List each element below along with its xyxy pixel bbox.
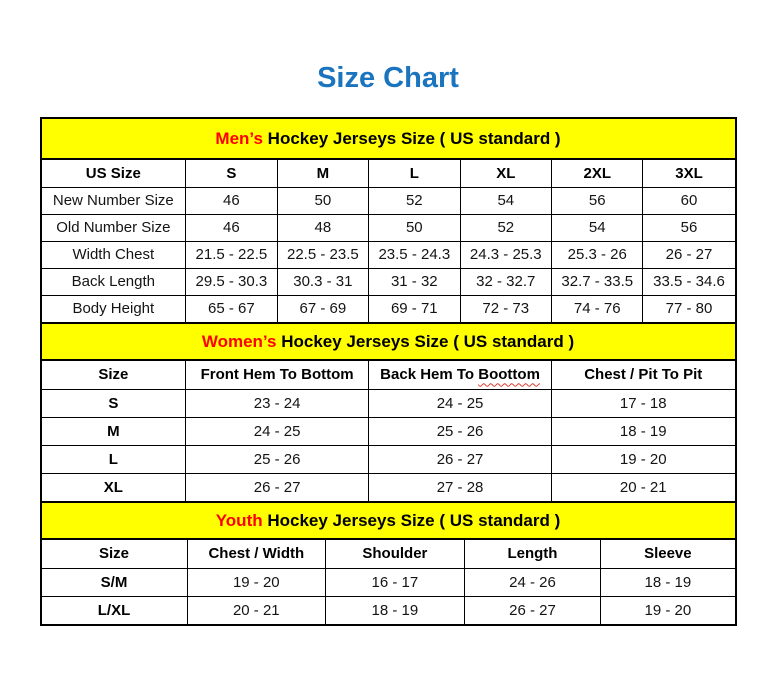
row-label: XL [42,473,186,501]
mens-section-highlight: Men’s [215,129,263,148]
table-row [42,445,735,473]
size-value: 26 - 27 [643,241,735,268]
row-label: New Number Size [42,187,186,214]
size-value: 69 - 71 [369,295,460,322]
size-value: 24 - 26 [464,568,601,596]
size-value: 54 [552,214,643,241]
size-value: 54 [460,187,551,214]
size-value: 25 - 26 [186,445,369,473]
size-value: 26 - 27 [369,445,552,473]
column-header: 2XL [552,160,643,187]
table-row [42,214,735,241]
size-value: 25 - 26 [369,417,552,445]
table-row [42,295,735,322]
size-value: 52 [460,214,551,241]
size-value: 31 - 32 [369,268,460,295]
size-value: 24 - 25 [186,417,369,445]
table-row [42,187,735,214]
size-value: 22.5 - 23.5 [277,241,368,268]
row-label: S/M [42,568,188,596]
table-row [42,568,735,596]
back-hem-misspelled-word: Boottom [478,366,540,384]
mens-section-header [42,119,735,160]
womens-section-header [42,322,735,361]
table-row [42,268,735,295]
size-value: 26 - 27 [464,596,601,624]
column-header: Shoulder [326,540,465,568]
size-value: 32.7 - 33.5 [552,268,643,295]
table-row [42,241,735,268]
size-value: 46 [186,214,277,241]
column-header: 3XL [643,160,735,187]
table-header-row [42,361,735,389]
table-row [42,473,735,501]
row-label: M [42,417,186,445]
size-value: 26 - 27 [186,473,369,501]
size-value: 56 [552,187,643,214]
size-value: 67 - 69 [277,295,368,322]
page-title: Size Chart [317,62,459,94]
size-value: 20 - 21 [187,596,326,624]
size-value: 23 - 24 [186,389,369,417]
column-header: Chest / Pit To Pit [552,361,735,389]
row-label: S [42,389,186,417]
column-header-back-hem [369,361,552,389]
size-value: 60 [643,187,735,214]
column-header: L [369,160,460,187]
youth-section-highlight: Youth [215,511,263,530]
size-chart-page [0,60,776,692]
size-value: 19 - 20 [552,445,735,473]
size-value: 33.5 - 34.6 [643,268,735,295]
table-row [42,417,735,445]
youth-section-header [42,501,735,540]
mens-size-table [42,160,735,322]
size-value: 56 [643,214,735,241]
size-value: 18 - 19 [326,596,465,624]
column-header: Length [464,540,601,568]
size-value: 24.3 - 25.3 [460,241,551,268]
row-label: L [42,445,186,473]
column-header: S [186,160,277,187]
table-row [42,596,735,624]
column-header: XL [460,160,551,187]
row-label: Body Height [42,295,186,322]
size-value: 19 - 20 [187,568,326,596]
row-label: Old Number Size [42,214,186,241]
table-header-row [42,160,735,187]
size-value: 65 - 67 [186,295,277,322]
row-label: Width Chest [42,241,186,268]
mens-section-title-rest: Hockey Jerseys Size ( US standard ) [262,129,561,148]
row-label: L/XL [42,596,188,624]
size-value: 72 - 73 [460,295,551,322]
size-value: 20 - 21 [552,473,735,501]
size-value: 46 [186,187,277,214]
size-value: 29.5 - 30.3 [186,268,277,295]
row-label: Back Length [42,268,186,295]
column-header: Size [42,361,186,389]
size-value: 77 - 80 [643,295,735,322]
size-value: 21.5 - 22.5 [186,241,277,268]
table-row [42,389,735,417]
womens-section-highlight: Women’s [201,332,277,351]
size-value: 25.3 - 26 [552,241,643,268]
column-header: Chest / Width [187,540,326,568]
size-value: 52 [369,187,460,214]
column-header: Size [42,540,188,568]
womens-section-title-rest: Hockey Jerseys Size ( US standard ) [276,332,575,351]
womens-size-table [42,361,735,501]
size-value: 24 - 25 [369,389,552,417]
size-value: 50 [277,187,368,214]
table-header-row [42,540,735,568]
youth-section-title-rest: Hockey Jerseys Size ( US standard ) [262,511,561,530]
size-value: 27 - 28 [369,473,552,501]
column-header: Sleeve [601,540,735,568]
size-value: 48 [277,214,368,241]
column-header: Front Hem To Bottom [186,361,369,389]
size-value: 18 - 19 [601,568,735,596]
size-value: 16 - 17 [326,568,465,596]
size-value: 18 - 19 [552,417,735,445]
column-header: M [277,160,368,187]
size-value: 23.5 - 24.3 [369,241,460,268]
size-value: 17 - 18 [552,389,735,417]
column-header: US Size [42,160,186,187]
size-value: 50 [369,214,460,241]
back-hem-label-prefix: Back Hem To [380,366,479,384]
size-value: 19 - 20 [601,596,735,624]
youth-size-table [42,540,735,624]
size-value: 74 - 76 [552,295,643,322]
size-chart [40,117,737,626]
size-value: 32 - 32.7 [460,268,551,295]
size-value: 30.3 - 31 [277,268,368,295]
